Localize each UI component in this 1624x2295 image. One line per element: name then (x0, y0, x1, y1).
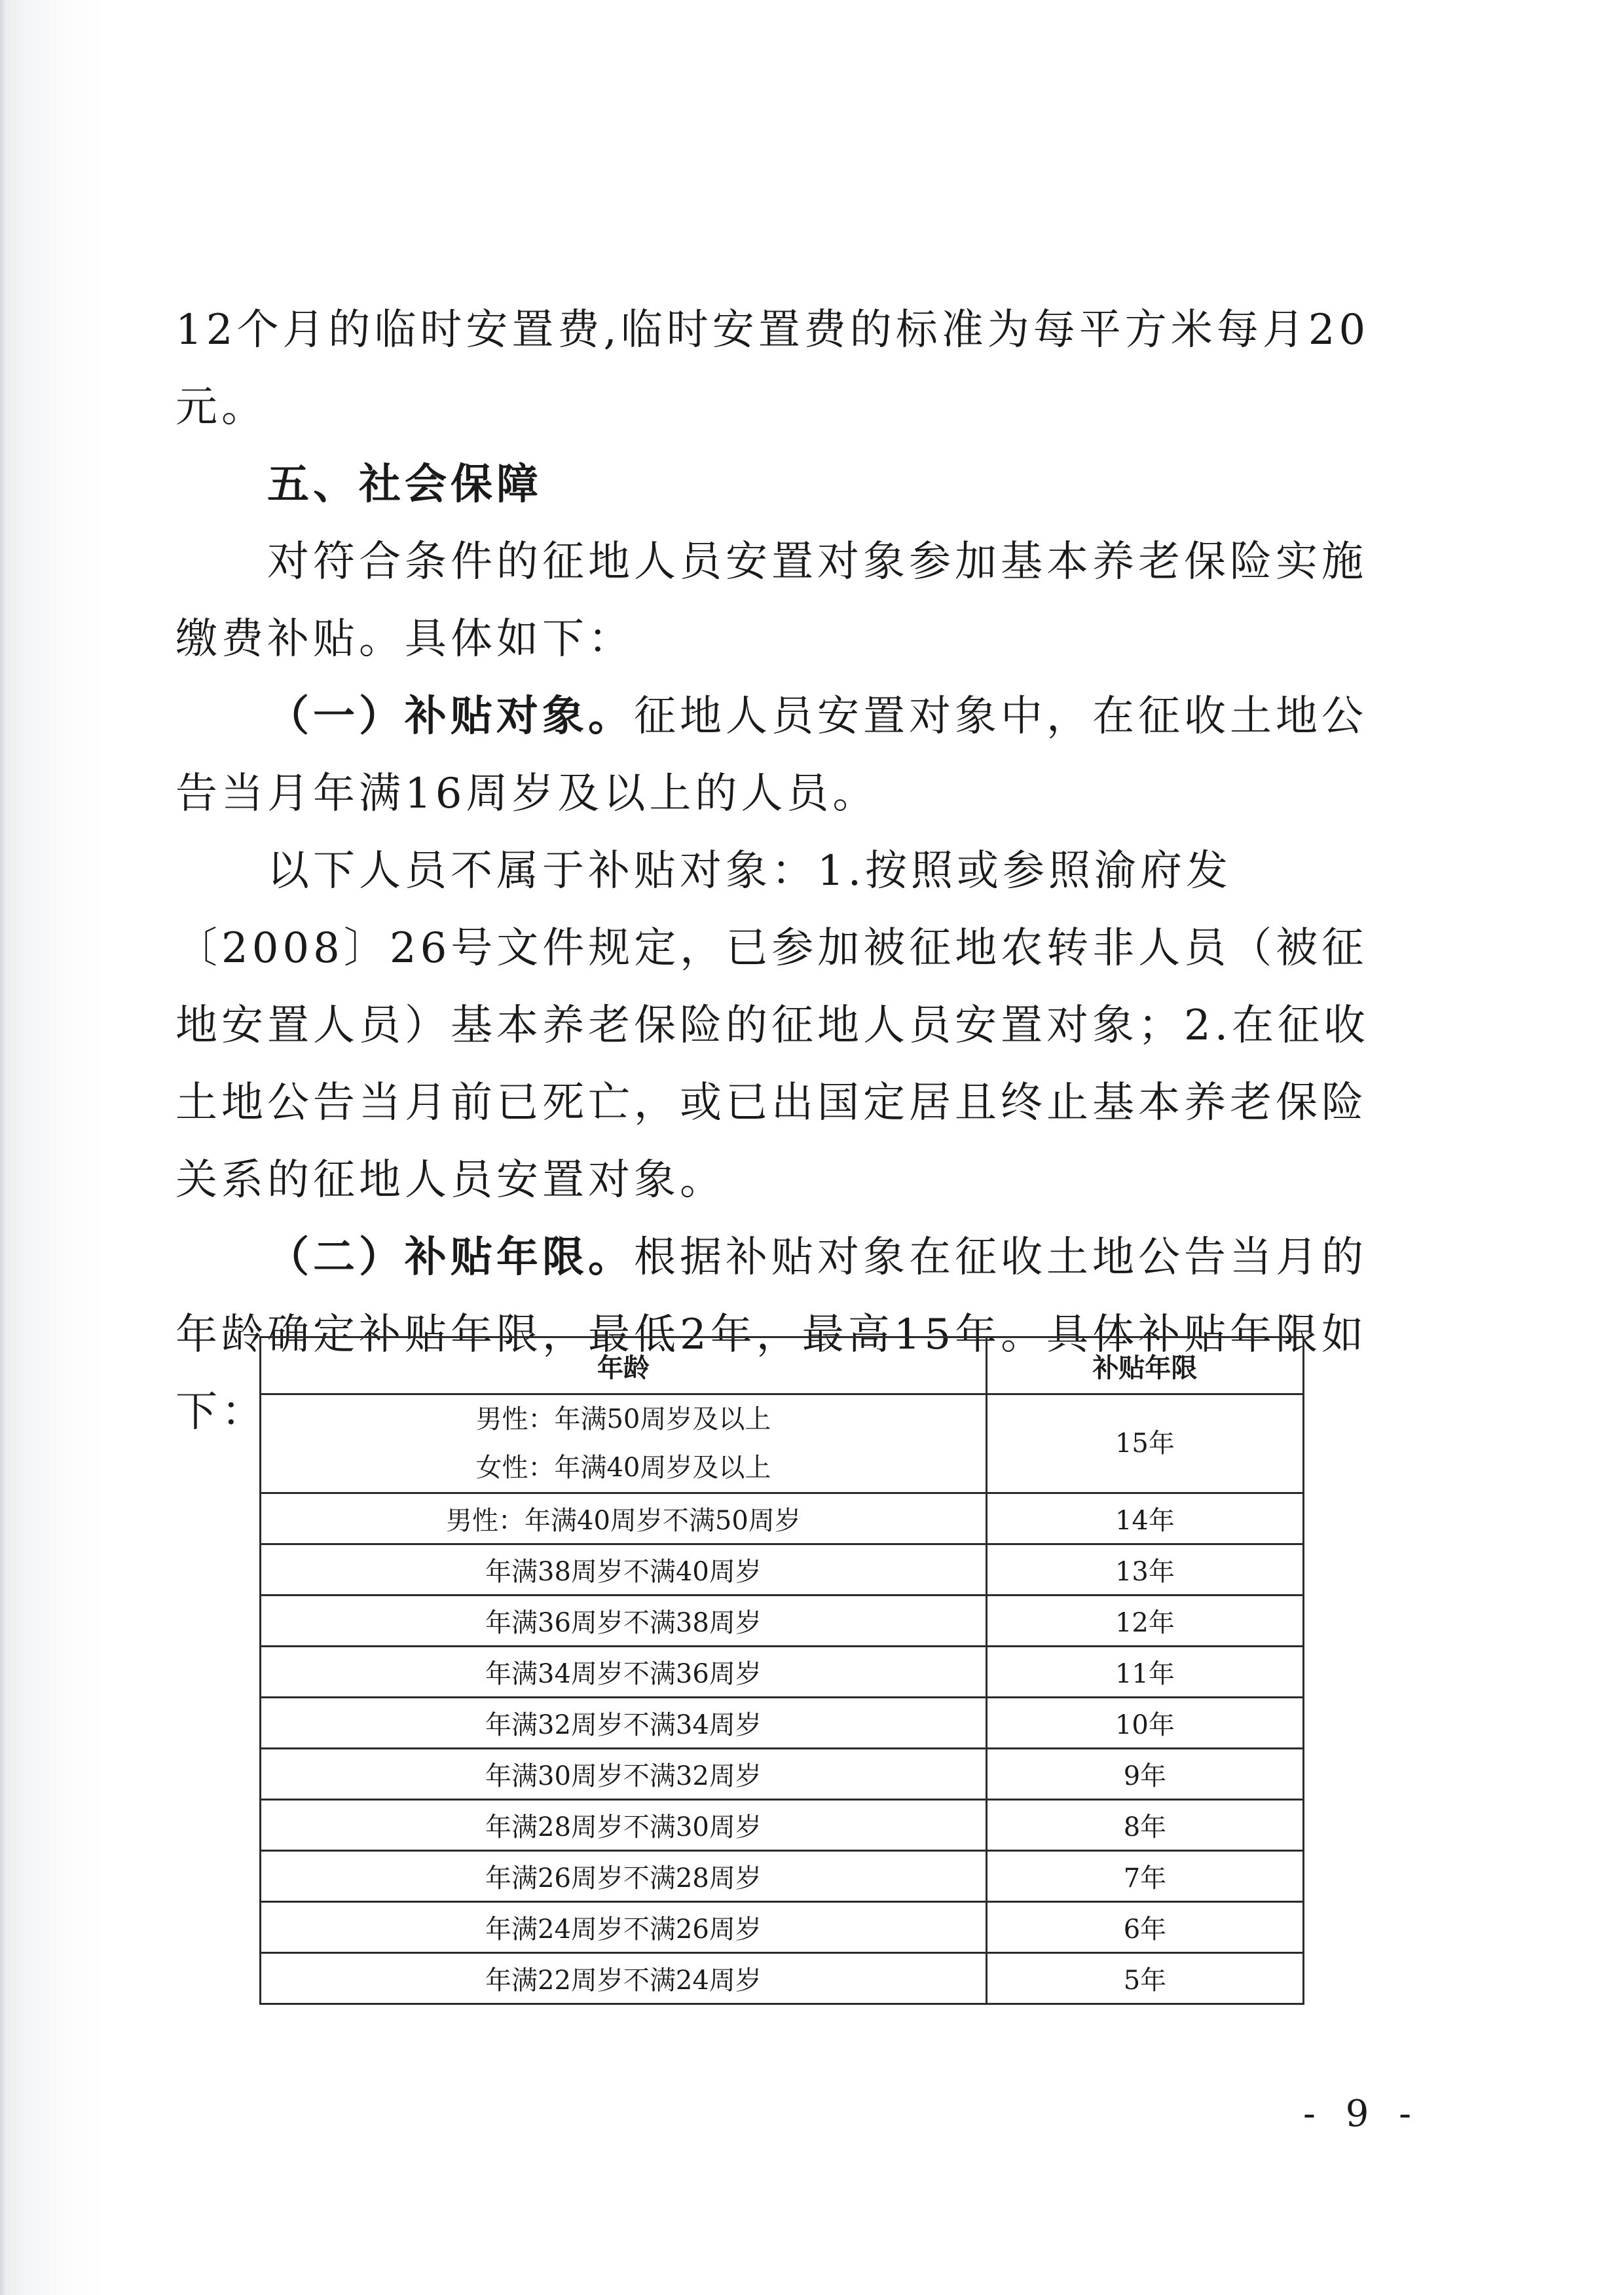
table-cell-age: 男性：年满40周岁不满50周岁 (261, 1493, 987, 1544)
table-cell-age: 年满32周岁不满34周岁 (261, 1698, 987, 1749)
table-cell-years: 14年 (986, 1493, 1303, 1544)
table-cell-years: 8年 (986, 1800, 1303, 1851)
subsidy-years-table-wrap (259, 1336, 1304, 2005)
age-line-female: 女性：年满40周岁及以上 (475, 1453, 771, 1483)
table-row (261, 1544, 1304, 1595)
table-cell-age: 年满36周岁不满38周岁 (261, 1595, 987, 1647)
table-header-years: 补贴年限 (986, 1337, 1303, 1394)
table-cell-age: 年满38周岁不满40周岁 (261, 1544, 987, 1595)
table-header-age: 年龄 (261, 1337, 987, 1394)
paragraph-pension-subsidy-intro: 对符合条件的征地人员安置对象参加基本养老保险实施缴费补贴。具体如下： (175, 538, 1367, 663)
subsidy-years-table (259, 1336, 1304, 2005)
table-row (261, 1749, 1304, 1800)
paragraph-temporary-resettlement: 12个月的临时安置费,临时安置费的标准为每平方米每月20元。 (175, 306, 1370, 432)
subsidy-target-lead: （一）补贴对象。 (267, 692, 634, 741)
table-row (261, 1394, 1304, 1493)
table-row (261, 1902, 1304, 1953)
table-cell-age: 年满28周岁不满30周岁 (261, 1800, 987, 1851)
table-cell-years: 9年 (986, 1749, 1303, 1800)
subsidy-years-lead: （二）补贴年限。 (267, 1233, 634, 1282)
table-row (261, 1698, 1304, 1749)
table-row (261, 1595, 1304, 1647)
table-header-row (261, 1337, 1304, 1394)
paragraph-exclusions: 以下人员不属于补贴对象：1.按照或参照渝府发〔2008〕26号文件规定，已参加被征地农转非人员（被征地安置人员）基本养老保险的征地人员安置对象；2.在征收土地公告当月前已死亡，或已出国定居且终止基本养老保险关系的征地人员安置对象。 (175, 847, 1370, 1204)
paragraph-subsidy-target (175, 678, 1380, 832)
subsidy-years-text: 根据补贴对象在征收土地公告当月的年龄确定补贴年限，最低2年，最高15年。具体补贴年限如下： (175, 1233, 1368, 1436)
page-number: - 9 - (1303, 2093, 1421, 2135)
table-row (261, 1647, 1304, 1698)
table-cell-age: 年满30周岁不满32周岁 (261, 1749, 987, 1800)
table-cell-years: 12年 (986, 1595, 1303, 1647)
table-cell-years: 7年 (986, 1851, 1303, 1902)
table-cell-years: 15年 (986, 1394, 1303, 1493)
table-cell-age: 年满24周岁不满26周岁 (261, 1902, 987, 1953)
subsidy-target-text: 征地人员安置对象中，在征收土地公告当月年满16周岁及以上的人员。 (175, 692, 1367, 818)
table-cell-years: 10年 (986, 1698, 1303, 1749)
section-heading-social-security: 五、社会保障 (267, 460, 542, 509)
table-cell-years: 13年 (986, 1544, 1303, 1595)
table-cell-age: 年满26周岁不满28周岁 (261, 1851, 987, 1902)
body-text (175, 291, 1380, 1451)
table-cell-age (261, 1394, 987, 1493)
table-cell-years: 5年 (986, 1953, 1303, 2004)
table-row (261, 1953, 1304, 2004)
age-line-male: 男性：年满50周岁及以上 (475, 1404, 771, 1434)
table-cell-age: 年满34周岁不满36周岁 (261, 1647, 987, 1698)
table-cell-years: 11年 (986, 1647, 1303, 1698)
table-cell-years: 6年 (986, 1902, 1303, 1953)
binding-shadow (0, 0, 7, 2295)
table-cell-age: 年满22周岁不满24周岁 (261, 1953, 987, 2004)
table-row (261, 1851, 1304, 1902)
table-row (261, 1493, 1304, 1544)
table-row (261, 1800, 1304, 1851)
